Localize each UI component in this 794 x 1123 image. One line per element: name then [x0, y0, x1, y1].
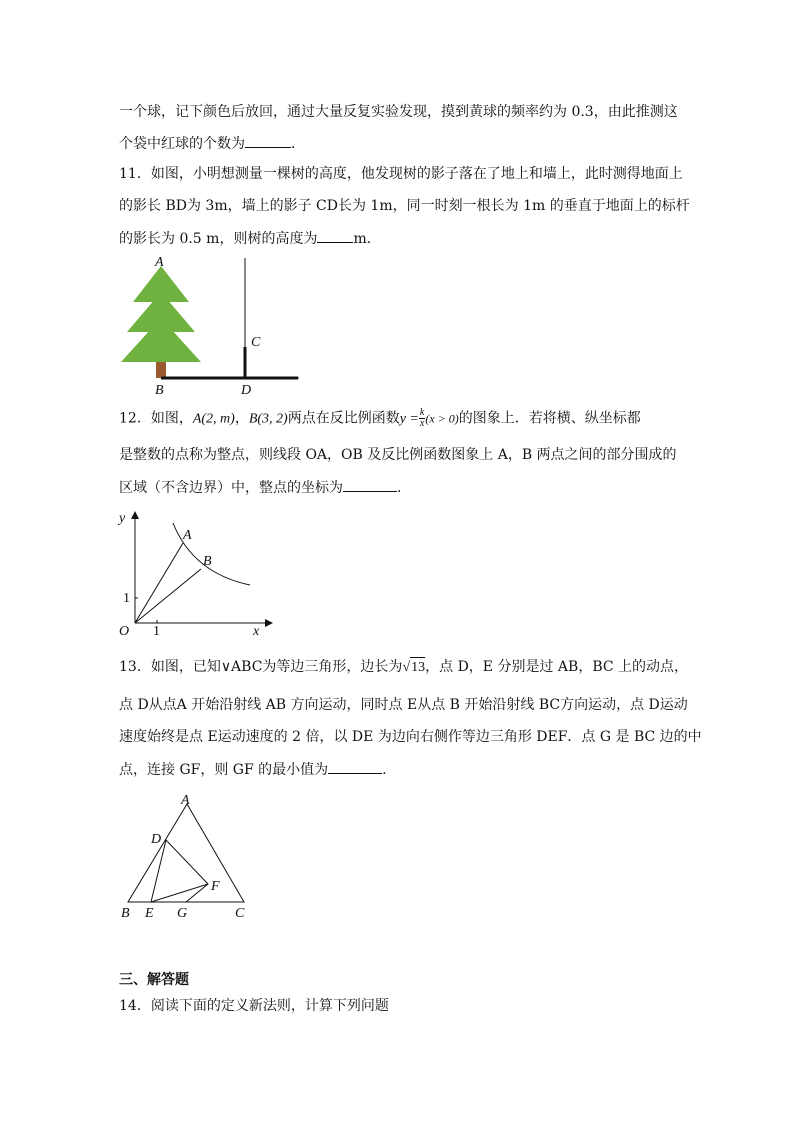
- q13-text-a: 13．如图，已知∨ABC为等边三角形，边长为: [119, 659, 403, 675]
- q13-line-1: [119, 657, 688, 678]
- triangle-abc: [128, 804, 244, 902]
- triangle-figure: [115, 788, 255, 923]
- section-heading: 三、解答题: [119, 972, 189, 988]
- answer-blank: [245, 133, 291, 148]
- label-a: A: [181, 793, 190, 808]
- label-x: x: [253, 624, 260, 639]
- answer-blank: [328, 759, 382, 774]
- q14-line-1: 14．阅读下面的定义新法则，计算下列问题: [119, 998, 389, 1014]
- q12-line-1: [119, 408, 641, 430]
- label-d: D: [241, 383, 252, 398]
- function-graph: [115, 505, 275, 640]
- label-y-one: 1: [123, 591, 130, 606]
- sqrt-value: 13: [410, 657, 425, 678]
- q13-line-2: 点 D从点A 开始沿射线 AB 方向运动，同时点 E从点 B 开始沿射线 BC方向运动，点 D运动: [119, 697, 688, 713]
- x-axis-arrow: [265, 619, 273, 627]
- q13-period: .: [382, 762, 387, 778]
- function-y: y =: [399, 411, 419, 427]
- label-a: A: [155, 255, 164, 270]
- q10-period: ．: [291, 136, 305, 152]
- label-b: B: [155, 383, 164, 398]
- q12-text-d: 的图象上．若将横、纵坐标都: [458, 410, 641, 427]
- q12-text-c: 两点在反比例函数: [287, 410, 400, 427]
- label-o: O: [119, 624, 130, 639]
- frac-denominator: x: [419, 418, 425, 429]
- label-a: A: [183, 528, 192, 543]
- q11-text: 的影长为 0.5 m，则树的高度为: [119, 231, 318, 247]
- q11-unit: m.: [353, 231, 372, 247]
- label-c: C: [235, 906, 245, 921]
- q13-line-3: 速度始终是点 E运动速度的 2 倍，以 DE 为边向右侧作等边三角形 DEF．点 G 是 BC 边的中: [119, 729, 702, 745]
- q11-line-1: 11．如图，小明想测量一棵树的高度，他发现树的影子落在了地上和墙上，此时测得地面上: [119, 166, 683, 182]
- label-d: D: [151, 832, 162, 847]
- q12-line-2: 是整数的点称为整点，则线段 OA，OB 及反比例函数图象上 A，B 两点之间的部分围成的: [119, 447, 677, 463]
- tree-top-tier: [133, 266, 189, 302]
- q12-text-a: 12．如图，: [119, 410, 193, 427]
- label-y: y: [119, 511, 126, 526]
- q11-line-3: [119, 228, 371, 249]
- q13-text-b: ，点 D，E 分别是过 AB，BC 上的动点，: [425, 659, 689, 675]
- label-c: C: [251, 335, 261, 350]
- q10-line-2: [119, 133, 305, 154]
- q10-text: 个袋中红球的个数为: [119, 136, 245, 152]
- domain-condition: (x > 0): [425, 411, 459, 426]
- label-g: G: [177, 906, 188, 921]
- sqrt-sign: √: [402, 660, 411, 675]
- label-b: B: [121, 906, 130, 921]
- q13-text: 点，连接 GF，则 GF 的最小值为: [119, 762, 329, 778]
- label-e: E: [145, 906, 154, 921]
- answer-blank: [317, 228, 353, 243]
- q12-line-3: [119, 477, 401, 498]
- y-axis-arrow: [131, 511, 139, 519]
- q12-comma: ，: [234, 410, 249, 427]
- segment-ob: [135, 569, 201, 623]
- segment-gf: [186, 884, 208, 902]
- point-a-coord: A(2, m): [192, 411, 235, 427]
- label-f: F: [211, 879, 220, 894]
- answer-blank: [343, 477, 397, 492]
- q11-line-2: 的影长 BD为 3m，墙上的影子 CD长为 1m，同一时刻一根长为 1m 的垂直于地面上的标杆: [119, 198, 690, 214]
- frac-numerator: k: [419, 407, 425, 418]
- q13-line-4: [119, 759, 387, 780]
- q12-period: .: [397, 480, 402, 496]
- segment-oa: [135, 543, 183, 623]
- point-b-coord: B(3, 2): [248, 411, 288, 427]
- tree-figure: [115, 250, 315, 400]
- q12-text: 区域（不含边界）中，整点的坐标为: [119, 480, 343, 496]
- label-x-one: 1: [153, 624, 160, 639]
- q10-line-1: 一个球，记下颜色后放回，通过大量反复实验发现，摸到黄球的频率约为 0.3，由此推测这: [119, 104, 678, 120]
- label-b: B: [203, 554, 212, 569]
